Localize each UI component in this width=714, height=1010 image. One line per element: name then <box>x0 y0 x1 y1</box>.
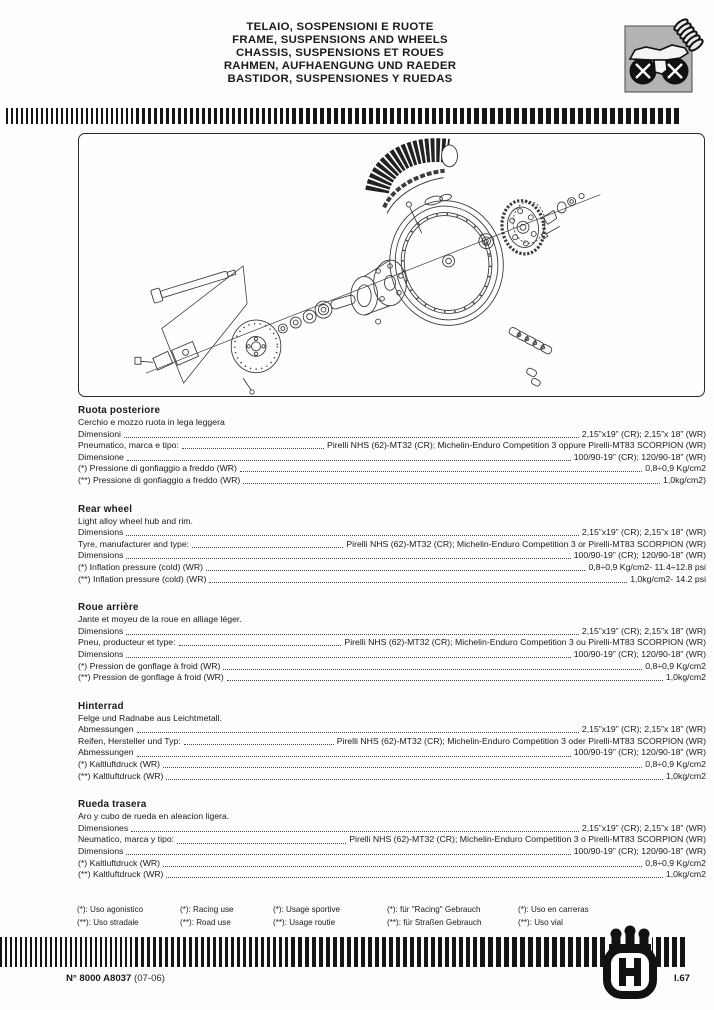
spec-row <box>78 771 706 783</box>
header-title-fr: CHASSIS, SUSPENSIONS ET ROUES <box>236 47 444 59</box>
spec-row <box>78 724 706 736</box>
header-title-es: BASTIDOR, SUSPENSIONES Y RUEDAS <box>227 73 453 85</box>
spec-label: (**) Kaltluftdruck (WR) <box>78 770 164 781</box>
section-italian <box>78 404 706 487</box>
spec-label: (**) Pression de gonflage à froid (WR) <box>78 672 224 683</box>
footnote-road: (**): Uso stradale <box>77 917 139 927</box>
section-title: Rear wheel <box>78 503 133 515</box>
spec-row <box>78 527 706 539</box>
axle <box>151 265 237 303</box>
spec-row <box>78 672 706 684</box>
dot-leader <box>126 550 570 559</box>
section-subtitle: Cerchio e mozzo ruota in lega leggera <box>78 417 225 427</box>
sprocket-fasteners <box>541 193 584 238</box>
chain-links <box>508 326 553 354</box>
dot-leader <box>240 463 642 472</box>
dot-leader <box>166 771 662 780</box>
spec-label: (*) Pression de gonflage à froid (WR) <box>78 660 221 671</box>
spec-value: 2,15”x19” (CR); 2,15”x 18” (WR) <box>581 724 706 735</box>
dot-leader <box>184 736 334 745</box>
footnote-road: (**): für Straßen Gebrauch <box>387 917 482 927</box>
spec-row <box>78 452 706 464</box>
spec-label: (*) Kaltluftdruck (WR) <box>78 759 161 770</box>
rear-wheel-exploded-drawing <box>79 134 704 396</box>
spec-row <box>78 429 706 441</box>
spec-label: (**) Inflation pressure (cold) (WR) <box>78 573 207 584</box>
spec-value: 0,8÷0,9 Kg/cm2 <box>645 660 706 671</box>
exploded-wheel-diagram <box>78 133 705 397</box>
rear-sprocket <box>498 197 548 257</box>
spec-row <box>78 747 706 759</box>
dot-leader <box>126 846 570 855</box>
spec-row <box>78 661 706 673</box>
dot-leader <box>127 452 571 461</box>
footnote-racing: (*): Uso en carreras <box>518 905 589 914</box>
spec-value: Pirelli NHS (62)-MT32 (CR); Michelin-Enduro Competition 3 or Pirelli-MT83 SCORPION (WR) <box>346 538 706 549</box>
header-title-de: RAHMEN, AUFHAENGUNG UND RAEDER <box>223 60 457 72</box>
spec-value: 1,0kg/cm2 <box>665 869 706 880</box>
footnote-racing: (*): Uso agonistico <box>77 905 144 914</box>
section-title: Ruota posteriore <box>78 405 161 416</box>
spec-row <box>78 574 706 586</box>
spec-value: 1,0kg/cm2- 14.2 psi <box>630 573 706 584</box>
section-spanish <box>78 798 706 881</box>
spec-value: 0,8÷0,9 Kg/cm2 <box>645 857 706 868</box>
top-bar-strip <box>6 108 708 124</box>
spec-row <box>78 475 706 487</box>
spec-value: 0,8÷0,9 Kg/cm2 <box>645 759 706 770</box>
dot-leader <box>227 672 663 681</box>
spec-sections <box>78 404 706 897</box>
dot-leader <box>126 626 579 635</box>
footnote-column-spanish <box>518 904 589 929</box>
document-number: N° 8000 A8037 (07-06) <box>66 973 165 984</box>
bearings-and-spacers <box>278 294 356 333</box>
dot-leader <box>137 747 571 756</box>
loose-links <box>523 367 545 387</box>
footnote-racing: (*): Racing use <box>180 905 234 914</box>
page-number: I.67 <box>673 973 690 984</box>
dot-leader <box>163 858 642 867</box>
spec-label: Tyre, manufacturer and type: <box>78 538 190 549</box>
footnote-column-english <box>180 904 273 929</box>
spec-label: Dimensions <box>78 527 124 538</box>
dot-leader <box>182 440 324 449</box>
section-subtitle: Jante et moyeu de la roue en alliage léger. <box>78 614 242 625</box>
spec-value: 1,0kg/cm2 <box>665 770 706 781</box>
footnote-road: (**): Road use <box>180 917 231 927</box>
page-header-titles <box>110 21 570 86</box>
spec-label: Dimensions <box>78 625 124 636</box>
footnote-column-italian <box>77 904 180 929</box>
dot-leader <box>223 661 642 670</box>
wheel-hub <box>351 260 407 324</box>
section-subtitle: Light alloy wheel hub and rim. <box>78 515 193 526</box>
footnote-column-french <box>273 904 387 929</box>
spec-value: Pirelli NHS (62)-MT32 (CR); Michelin-Enduro Competition 3 o Pirelli-MT83 SCORPION (WR) <box>349 834 706 845</box>
spec-label: Dimensione <box>78 451 124 462</box>
section-title: Roue arrière <box>78 602 139 614</box>
spec-value: 2,15”x19” (CR); 2,15”x 18” (WR) <box>581 822 706 833</box>
spec-row <box>78 463 706 475</box>
dot-leader <box>209 574 627 583</box>
spec-row <box>78 562 706 574</box>
spec-label: Reifen, Hersteller und Typ: <box>78 735 181 746</box>
dot-leader <box>131 823 579 832</box>
spec-label: Dimensiones <box>78 822 129 833</box>
dot-leader <box>192 539 343 548</box>
header-title-it: TELAIO, SOSPENSIONI E RUOTE <box>246 21 434 33</box>
spec-row <box>78 846 706 858</box>
spec-label: Abmessungen <box>78 747 134 758</box>
spec-label: Dimensions <box>78 846 124 857</box>
chain-adjuster <box>135 341 254 394</box>
spec-label: Dimensioni <box>78 428 121 439</box>
spec-value: 2,15”x19” (CR); 2,15”x 18” (WR) <box>581 527 706 538</box>
footnote-column-german <box>387 904 518 929</box>
spec-label: Dimensions <box>78 648 124 659</box>
spec-label: (**) Pressione di gonfiaggio a freddo (WR) <box>78 474 241 485</box>
spec-value: 2,15”x19” (CR); 2,15”x 18” (WR) <box>581 625 706 636</box>
dot-leader <box>163 759 642 768</box>
spec-label: (*) Kaltluftdruck (WR) <box>78 857 161 868</box>
section-subtitle: Aro y cubo de rueda en aleacion ligera. <box>78 811 230 822</box>
spec-row <box>78 440 706 452</box>
spec-label: Pneumatico, marca e tipo: <box>78 440 179 451</box>
spec-row <box>78 823 706 835</box>
spec-value: 100/90-19” (CR); 120/90-18” (WR) <box>573 846 706 857</box>
footnote-racing: (*): für "Racing" Gebrauch <box>387 905 481 914</box>
spec-label: Abmessungen <box>78 724 134 735</box>
spec-value: 0,8÷0,9 Kg/cm2 <box>645 463 706 474</box>
spec-label: (**) Kaltluftdruck (WR) <box>78 869 164 880</box>
spec-label: Neumatico, marca y tipo: <box>78 834 175 845</box>
spec-row <box>78 649 706 661</box>
dot-leader <box>166 869 662 878</box>
spec-value: 100/90-19” (CR); 120/90-18” (WR) <box>573 550 706 561</box>
motorcycle-chapter-icon <box>622 17 706 101</box>
section-title: Rueda trasera <box>78 799 147 811</box>
dot-leader <box>206 562 585 571</box>
spec-value: 100/90-19” (CR); 120/90-18” (WR) <box>573 451 706 462</box>
dot-leader <box>126 527 579 536</box>
header-title-en: FRAME, SUSPENSIONS AND WHEELS <box>232 34 448 46</box>
spec-value: 1,0kg/cm2 <box>665 672 706 683</box>
section-english <box>78 503 706 586</box>
dot-leader <box>177 834 346 843</box>
spec-value: 100/90-19” (CR); 120/90-18” (WR) <box>573 747 706 758</box>
dot-leader <box>179 637 342 646</box>
spec-value: Pirelli NHS (62)-MT32 (CR); Michelin-Enduro Competition 3 oder Pirelli-MT83 SCORPION (WR) <box>336 735 706 746</box>
spec-row <box>78 858 706 870</box>
spec-row <box>78 869 706 881</box>
footnote-road: (**): Uso vial <box>518 917 563 927</box>
section-german <box>78 700 706 783</box>
spec-value: Pirelli NHS (62)-MT32 (CR); Michelin-Enduro Competition 3 oppure Pirelli-MT83 SCORPION (WR) <box>327 440 706 451</box>
spec-value: 100/90-19” (CR); 120/90-18” (WR) <box>573 648 706 659</box>
husqvarna-logo <box>594 925 666 999</box>
spec-row <box>78 736 706 748</box>
footnote-racing: (*): Usage sportive <box>273 905 341 914</box>
brake-disc <box>231 320 281 373</box>
footnote-road: (**): Usage routie <box>273 917 336 927</box>
dot-leader <box>137 724 579 733</box>
spec-value: 2,15”x19” (CR); 2,15”x 18” (WR) <box>581 428 706 439</box>
spec-label: Pneu, producteur et type: <box>78 637 176 648</box>
spec-value: 0,8÷0,9 Kg/cm2- 11.4÷12.8 psi <box>588 561 706 572</box>
spec-value: 1,0kg/cm2) <box>663 474 706 485</box>
spec-row <box>78 539 706 551</box>
tyre-section <box>377 145 457 213</box>
spec-value: Pirelli NHS (62)-MT32 (CR); Michelin-Enduro Competition 3 ou Pirelli-MT83 SCORPION (WR) <box>344 637 706 648</box>
spec-label: (*) Inflation pressure (cold) (WR) <box>78 561 204 572</box>
spec-row <box>78 637 706 649</box>
section-french <box>78 601 706 684</box>
dot-leader <box>126 649 570 658</box>
dot-leader <box>124 429 579 438</box>
section-subtitle: Felge und Radnabe aus Leichtmetall. <box>78 712 222 723</box>
spec-label: Dimensions <box>78 550 124 561</box>
spec-row <box>78 834 706 846</box>
spec-row <box>78 759 706 771</box>
spec-label: (*) Pressione di gonfiaggio a freddo (WR) <box>78 463 237 474</box>
section-title: Hinterrad <box>78 700 124 712</box>
spec-row <box>78 550 706 562</box>
spec-row <box>78 626 706 638</box>
dot-leader <box>243 475 660 484</box>
